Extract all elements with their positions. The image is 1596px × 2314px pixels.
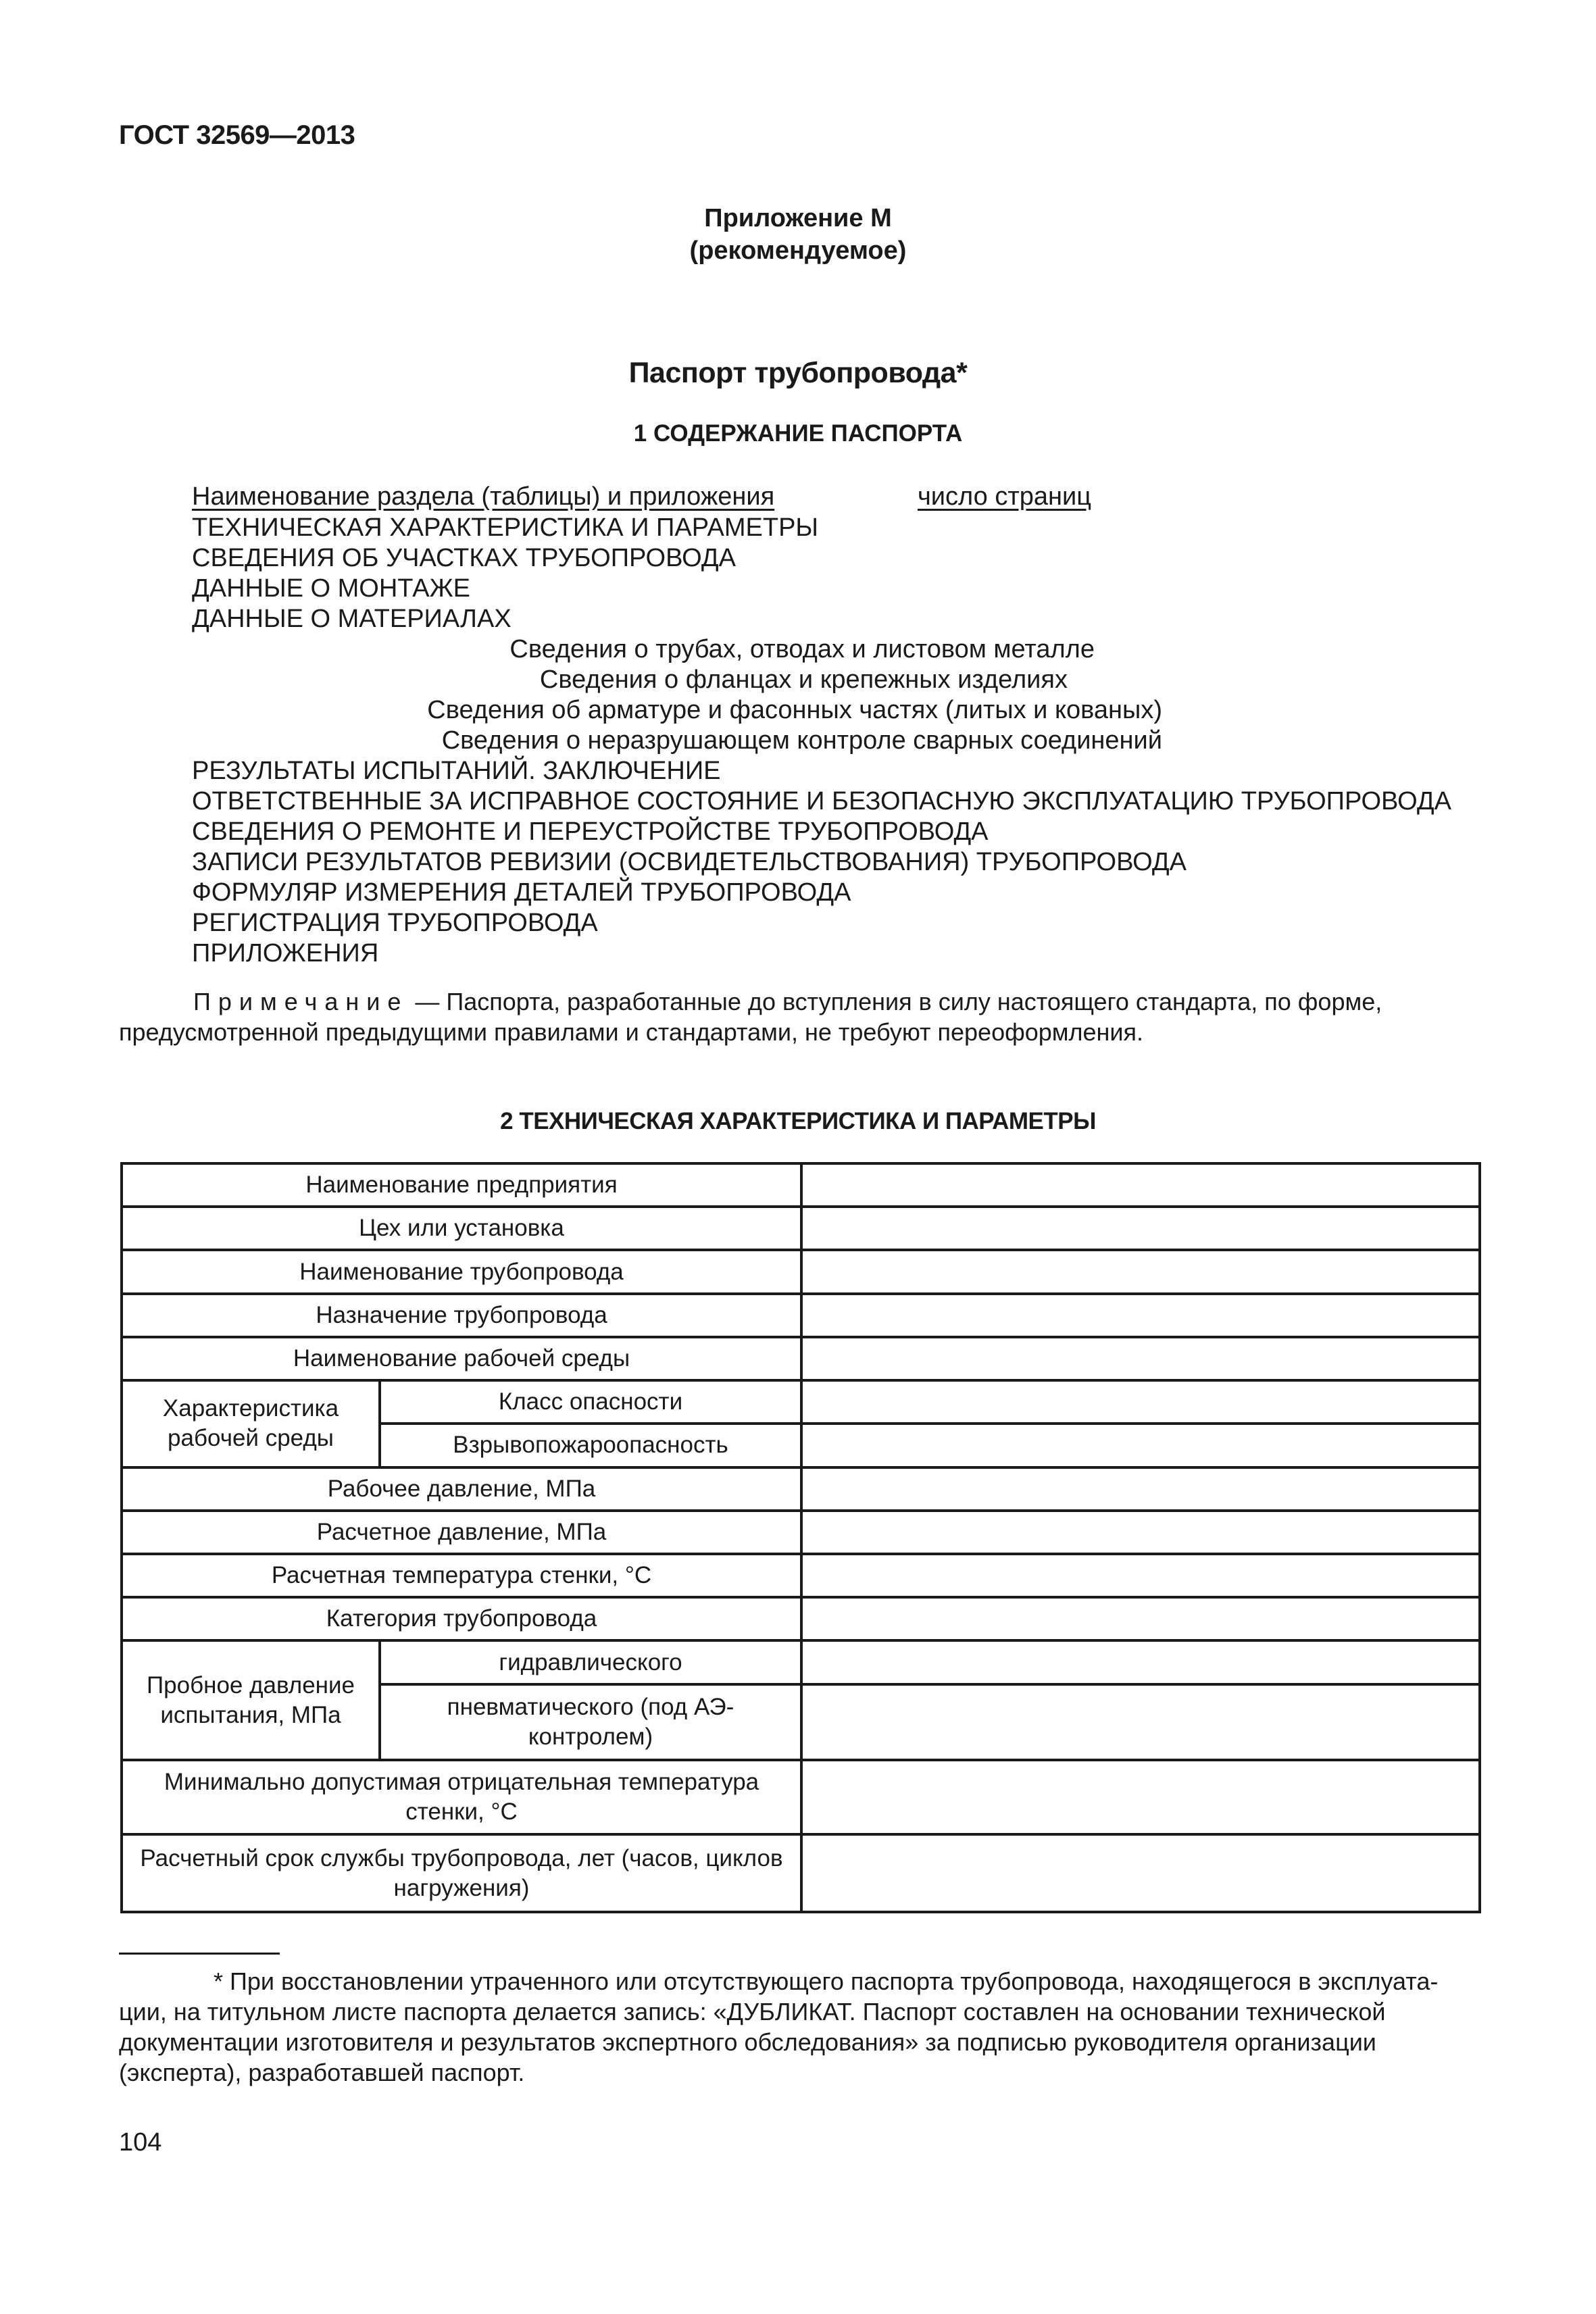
- appendix-title: Приложение М: [704, 204, 892, 232]
- value-cell[interactable]: [801, 1640, 1480, 1684]
- value-cell[interactable]: [801, 1554, 1480, 1597]
- toc-subitem: Сведения о трубах, отводах и листовом металле: [509, 635, 1095, 663]
- value-cell[interactable]: [801, 1597, 1480, 1640]
- toc-subitem: Сведения о фланцах и крепежных изделиях: [539, 665, 1068, 694]
- row-label: пневматического (под АЭ-контролем): [380, 1684, 801, 1760]
- toc-col-name: Наименование раздела (таблицы) и приложения: [192, 482, 775, 511]
- passport-title: Паспорт трубопровода*: [628, 357, 968, 389]
- value-cell[interactable]: [801, 1511, 1480, 1554]
- value-cell[interactable]: [801, 1337, 1480, 1380]
- toc-item: РЕЗУЛЬТАТЫ ИСПЫТАНИЙ. ЗАКЛЮЧЕНИЕ: [192, 757, 721, 785]
- value-cell[interactable]: [801, 1380, 1480, 1424]
- value-cell[interactable]: [801, 1250, 1480, 1293]
- toc-item: ТЕХНИЧЕСКАЯ ХАРАКТЕРИСТИКА И ПАРАМЕТРЫ: [192, 513, 819, 542]
- row-label: Рабочее давление, МПа: [122, 1467, 801, 1511]
- value-cell[interactable]: [801, 1684, 1480, 1760]
- section2-title: 2 ТЕХНИЧЕСКАЯ ХАРАКТЕРИСТИКА И ПАРАМЕТРЫ: [500, 1108, 1096, 1134]
- row-label: гидравлического: [380, 1640, 801, 1684]
- note-paragraph: [119, 986, 1478, 1047]
- toc-item: ЗАПИСИ РЕЗУЛЬТАТОВ РЕВИЗИИ (ОСВИДЕТЕЛЬСТВОВАНИЯ) ТРУБОПРОВОДА: [192, 848, 1187, 876]
- toc-item: РЕГИСТРАЦИЯ ТРУБОПРОВОДА: [192, 909, 598, 937]
- row-label: Расчетное давление, МПа: [122, 1511, 801, 1554]
- toc-item: СВЕДЕНИЯ ОБ УЧАСТКАХ ТРУБОПРОВОДА: [192, 544, 736, 572]
- footnote-separator: [119, 1953, 280, 1955]
- row-label: Минимально допустимая отрицательная температура стенки, °С: [122, 1760, 801, 1834]
- row-label: Наименование трубопровода: [122, 1250, 801, 1293]
- row-label: Наименование предприятия: [122, 1163, 801, 1207]
- group-label: Характеристика рабочей среды: [122, 1380, 380, 1467]
- row-label: Назначение трубопровода: [122, 1294, 801, 1337]
- note-label: Примечание: [193, 988, 409, 1015]
- page-number: 104: [119, 2128, 162, 2157]
- value-cell[interactable]: [801, 1760, 1480, 1834]
- row-label: Расчетная температура стенки, °С: [122, 1554, 801, 1597]
- toc-item: ДАННЫЕ О МАТЕРИАЛАХ: [192, 605, 512, 633]
- toc-col-pages: число страниц: [918, 482, 1091, 511]
- footnote-line: * При восстановлении утраченного или отсутствующего паспорта трубопровода, находящегося в эксплуата-: [214, 1967, 1439, 1995]
- row-label: Расчетный срок службы трубопровода, лет (часов, циклов нагружения): [122, 1834, 801, 1912]
- row-label: Наименование рабочей среды: [122, 1337, 801, 1380]
- value-cell[interactable]: [801, 1467, 1480, 1511]
- toc-subitem: Сведения о неразрушающем контроле сварных соединений: [441, 726, 1162, 755]
- section1-title: 1 СОДЕРЖАНИЕ ПАСПОРТА: [633, 420, 963, 447]
- value-cell[interactable]: [801, 1163, 1480, 1207]
- footnote-line: документации изготовителя и результатов экспертного обследования» за подписью руководителя организации: [119, 2028, 1376, 2056]
- row-label: Взрывопожароопасность: [380, 1424, 801, 1467]
- value-cell[interactable]: [801, 1207, 1480, 1250]
- toc-item: СВЕДЕНИЯ О РЕМОНТЕ И ПЕРЕУСТРОЙСТВЕ ТРУБОПРОВОДА: [192, 818, 989, 846]
- row-label: Класс опасности: [380, 1380, 801, 1424]
- note-text: — Паспорта, разработанные до вступления в силу настоящего стандарта, по форме, предусмотренной предыдущими правилами и стандартами, не требуют переоформления.: [119, 988, 1382, 1046]
- value-cell[interactable]: [801, 1424, 1480, 1467]
- footnote: [119, 1966, 1478, 2088]
- toc-item: ФОРМУЛЯР ИЗМЕРЕНИЯ ДЕТАЛЕЙ ТРУБОПРОВОДА: [192, 878, 851, 907]
- toc-item: ПРИЛОЖЕНИЯ: [192, 939, 379, 967]
- value-cell[interactable]: [801, 1834, 1480, 1912]
- tech-params-table: [120, 1162, 1481, 1913]
- group-label: Пробное давление испытания, МПа: [122, 1640, 380, 1760]
- footnote-line: (эксперта), разработавшей паспорт.: [119, 2059, 525, 2086]
- value-cell[interactable]: [801, 1294, 1480, 1337]
- toc-item: ОТВЕТСТВЕННЫЕ ЗА ИСПРАВНОЕ СОСТОЯНИЕ И БЕЗОПАСНУЮ ЭКСПЛУАТАЦИЮ ТРУБОПРОВОДА: [192, 787, 1451, 815]
- row-label: Цех или установка: [122, 1207, 801, 1250]
- row-label: Категория трубопровода: [122, 1597, 801, 1640]
- toc-item: ДАННЫЕ О МОНТАЖЕ: [192, 574, 471, 603]
- footnote-line: ции, на титульном листе паспорта делается запись: «ДУБЛИКАТ. Паспорт составлен на основании технической: [119, 1998, 1386, 2026]
- appendix-kind: (рекомендуемое): [689, 236, 907, 265]
- standard-header: ГОСТ 32569—2013: [119, 120, 355, 150]
- toc-subitem: Сведения об арматуре и фасонных частях (литых и кованых): [427, 696, 1162, 724]
